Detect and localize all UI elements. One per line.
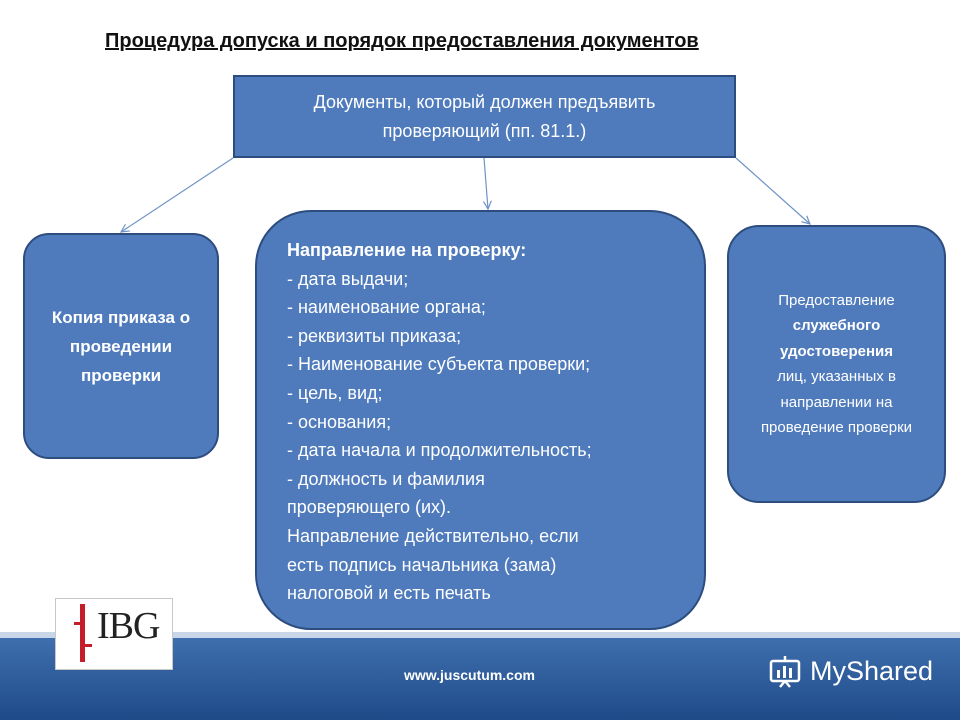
required-documents-line2: проверяющий (пп. 81.1.)	[382, 120, 587, 141]
order-copy-text: Копия приказа о проведении проверки	[51, 307, 191, 385]
list-item: - наименование органа;	[287, 297, 486, 318]
logo-tick-icon	[74, 622, 82, 625]
presentation-icon	[768, 654, 802, 688]
arrow-to-right-box	[736, 158, 810, 224]
list-item: налоговой и есть печать	[287, 583, 491, 604]
list-item: - реквизиты приказа;	[287, 325, 462, 346]
footer-url-link[interactable]: www.juscutum.com	[404, 667, 535, 683]
certificate-box	[727, 225, 946, 503]
list-item: - Наименование субъекта проверки;	[287, 354, 591, 375]
ibg-logo-text: IBG	[97, 605, 160, 647]
list-item: проверяющего (их).	[287, 497, 452, 518]
list-item: есть подпись начальника (зама)	[287, 554, 557, 575]
required-documents-line1: Документы, который должен предъявить	[313, 91, 656, 112]
logo-tick-icon	[84, 644, 92, 647]
logo-bar-icon	[80, 604, 85, 662]
certificate-text-bold: служебного удостоверения	[779, 317, 893, 360]
list-item: - основания;	[287, 411, 392, 432]
inspection-direction-heading: Направление на проверку:	[287, 240, 527, 260]
arrow-to-center-box	[484, 158, 488, 209]
page-title: Процедура допуска и порядок предоставления документов	[105, 30, 699, 52]
list-item: - дата выдачи;	[287, 268, 409, 289]
list-item: - цель, вид;	[287, 382, 383, 403]
inspection-direction-box	[255, 210, 706, 630]
required-documents-box	[233, 75, 736, 158]
arrow-to-left-box	[121, 158, 233, 232]
certificate-text-1: Предоставление	[778, 291, 895, 309]
certificate-text-2: лиц, указанных в направлении на проведение проверки	[760, 368, 913, 436]
list-item: Направление действительно, если	[287, 525, 579, 546]
list-item: - дата начала и продолжительность;	[287, 440, 592, 461]
myshared-brand: MyShared	[810, 655, 934, 686]
list-item: - должность и фамилия	[287, 468, 485, 489]
myshared-logo[interactable]	[768, 654, 933, 688]
order-copy-box	[23, 233, 219, 459]
